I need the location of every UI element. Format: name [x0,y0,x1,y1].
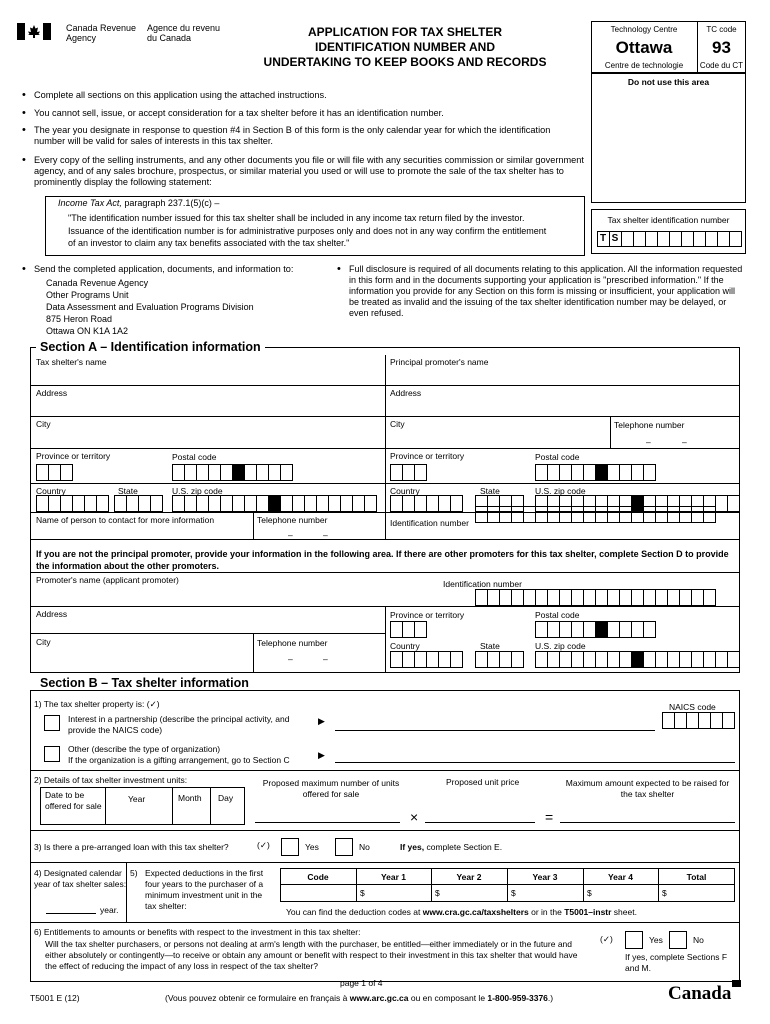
tc-code-fr: Code du CT [699,61,744,70]
form-number: T5001 E (12) [30,993,80,1003]
province-label-right: Province or territory [390,451,465,461]
q6-label: 6) Entitlements to amounts or benefits with respect to the investment in this tax shelter: [34,927,361,937]
times-sign: × [410,809,419,825]
q6-text: Will the tax shelter purchasers, or persons not dealing at arm's length with the purchaser, be entitled—either immediately or in the future and either absolutely or contingently—to receive or obtain any amount or benefit with respect to their investment in this tax shelter that would have the effect of reducing the impact of any loss in respect of the tax shelter? [45,939,578,971]
send-line5: Ottawa ON K1A 1A2 [46,326,129,336]
province-cells-left[interactable] [36,464,73,481]
dollar-sign: $ [662,888,667,898]
send-line3: Data Assessment and Evaluation Programs Division [46,302,254,312]
loan-no-label: No [359,842,370,852]
applicant-country-cells[interactable] [390,651,463,668]
address-label-right: Address [390,388,422,398]
col-year-4: Year 4 [607,872,634,882]
bullet-2: • You cannot sell, issue, or accept consideration for a tax shelter before it has an identification number. [22,108,542,119]
applicant-name-label: Promoter's name (applicant promoter) [36,575,179,585]
applicant-id-cells[interactable] [475,589,716,606]
dollar-sign: $ [435,888,440,898]
q5-label: Expected deductions in the first four years to the purchaser of a minimum investment unit in the tax shelter: [145,868,264,911]
send-line1: Canada Revenue Agency [46,278,149,288]
entitlement-yes-checkbox[interactable] [625,931,643,949]
french-version-note: (Vous pouvez obtenir ce formulaire en français à www.arc.gc.ca ou en composant le 1-800-959-3376.) [165,993,554,1003]
naics-cells[interactable] [662,712,735,729]
phone-dash: – [323,530,328,540]
telephone-label-right: Telephone number [614,420,685,430]
applicant-postal-label: Postal code [535,610,580,620]
col-year-3: Year 3 [532,872,558,882]
applicant-country-label: Country [390,641,420,651]
unit-price-label: Proposed unit price [446,777,520,787]
form-title-line3: UNDERTAKING TO KEEP BOOKS AND RECORDS [263,55,547,69]
entitlement-no-label: No [693,935,704,945]
applicant-zip-label: U.S. zip code [535,641,586,651]
zip-label-right: U.S. zip code [535,486,586,496]
q6-check-label: (✓) [600,934,613,944]
country-label-left: Country [36,486,66,496]
city-label-right: City [390,419,405,429]
naics-label: NAICS code [669,702,716,712]
postal-label-left: Postal code [172,452,217,462]
dollar-sign: $ [511,888,516,898]
postal-cells-left[interactable] [172,464,293,481]
max-units-label: Proposed maximum number of units offered for sale [262,778,400,799]
contact-phone-label: Telephone number [257,515,328,525]
bullet-1: • Complete all sections on this application using the attached instructions. [22,90,542,101]
col-code: Code [307,872,329,882]
other-organization-checkbox[interactable] [44,746,60,762]
country-label-right: Country [390,486,420,496]
province-label-left: Province or territory [36,451,111,461]
do-not-use-area [591,73,746,203]
promoter-name-field[interactable] [386,367,739,384]
shelter-name-field[interactable] [31,367,384,384]
statement-reference: Income Tax Act, paragraph 237.1(5)(c) – [58,198,220,208]
equals-sign: = [545,809,554,825]
tc-label-fr: Centre de technologie [604,61,684,70]
agency-en-line1: Canada Revenue [66,23,137,33]
country-cells-right[interactable] [390,495,463,512]
applicant-id-label: Identification number [443,579,522,589]
q3-note: If yes, complete Section E. [400,842,503,852]
disclosure-text: • Full disclosure is required of all documents relating to this application. All the information requested in this form and in the documents supporting your application is "prescribed information." If the information you provide for any Section on this form is missing or insufficient, your application will be treated as invalid and the issuing of the tax shelter identification number may be delayed, or even refused. [337,264,747,319]
state-cells-left[interactable] [114,495,163,512]
q3-label: 3) Is there a pre-arranged loan with this tax shelter? [34,842,229,852]
q1-label: 1) The tax shelter property is: (✓) [34,699,160,709]
col-year-1: Year 1 [380,872,407,882]
loan-no-checkbox[interactable] [335,838,353,856]
q5-number: 5) [130,868,138,878]
q6-note: If yes, complete Sections F and M. [625,952,728,973]
phone-dash: – [682,437,687,447]
dollar-sign: $ [587,888,592,898]
province-cells-right[interactable] [390,464,427,481]
shelter-name-label: Tax shelter's name [36,357,107,367]
loan-yes-checkbox[interactable] [281,838,299,856]
year-label: Year [128,794,146,804]
applicant-postal-cells[interactable] [535,621,656,638]
wordmark-flag-icon [732,980,741,987]
country-cells-left[interactable] [36,495,109,512]
do-not-use-label: Do not use this area [627,77,710,87]
promoter-id-label: Identification number [390,518,469,528]
agency-fr-line2: du Canada [147,33,192,43]
applicant-state-cells[interactable] [475,651,524,668]
send-intro: • Send the completed application, documents, and information to: [22,264,342,275]
state-label-left: State [118,486,138,496]
contact-label: Name of person to contact for more information [36,515,215,525]
agency-en-line2: Agency [66,33,97,43]
page-number: page 1 of 4 [340,978,383,988]
canada-wordmark: Canada [668,983,732,1004]
dollar-sign: $ [360,888,365,898]
deduction-codes-note: You can find the deduction codes at www.cra.gc.ca/taxshelters or in the T5001–instr sheet. [286,907,637,917]
applicant-address-label: Address [36,609,68,619]
arrow-icon: ▶ [318,716,325,726]
city-label-left: City [36,419,51,429]
agency-fr-line1: Agence du revenu [147,23,221,33]
date-sale-label: Date to be offered for sale [45,790,102,811]
tc-label: Technology Centre [610,25,678,34]
applicant-city-label: City [36,637,51,647]
gifting-note: If the organization is a gifting arrangement, go to Section C [68,755,290,765]
tc-code-label: TC code [706,25,737,34]
section-a-title: Section A – Identification information [36,340,265,354]
phone-dash: – [323,654,328,664]
promoter-name-label: Principal promoter's name [390,357,489,367]
day-label: Day [218,793,234,803]
promoter-id-cells[interactable] [475,506,716,523]
statement-text: "The identification number issued for this tax shelter shall be included in any income tax return filed by the investor. Issuance of the identification number is for administrative purposes only and does not in any way confirm the entitlement of an investor to claim any tax benefits associated with the tax shelter." [68,213,547,248]
other-option-label: Other (describe the type of organization) [68,744,221,754]
phone-dash: – [646,437,651,447]
tc-code-value: 93 [712,38,731,57]
col-total: Total [686,872,707,882]
bullet-3: • The year you designate in response to question #4 in Section B of this form is the only calendar year for which the identification number will be valid for sales of interests in this tax shelter. [22,125,562,147]
month-label: Month [178,793,202,803]
postal-cells-right[interactable] [535,464,656,481]
form-title-line1: APPLICATION FOR TAX SHELTER [308,25,502,39]
applicant-province-cells[interactable] [390,621,427,638]
zip-label-left: U.S. zip code [172,486,223,496]
other-promoter-note: If you are not the principal promoter, provide your information in the following area. If there are other promoters for this tax shelter, complete Section D to provide the information about the other promoters. [36,549,729,571]
phone-dash: – [288,654,293,664]
q2-label: 2) Details of tax shelter investment units: [34,775,188,785]
state-label-right: State [480,486,500,496]
q4-year-label: year. [100,905,119,915]
partnership-option-label: Interest in a partnership (describe the principal activity, and provide the NAICS code) [68,714,290,735]
send-line4: 875 Heron Road [46,314,113,324]
col-year-2: Year 2 [456,872,482,882]
loan-yes-label: Yes [305,842,319,852]
applicant-province-label: Province or territory [390,610,465,620]
zip-cells-left[interactable] [172,495,377,512]
id-number-label: Tax shelter identification number [607,215,730,225]
address-label-left: Address [36,388,68,398]
id-prefix-s: S [611,233,619,244]
canada-flag-icon [17,23,51,40]
applicant-phone-label: Telephone number [257,638,328,648]
send-line2: Other Programs Unit [46,290,129,300]
bullet-4: • Every copy of the selling instruments, and any other documents you file or will file with any securities commission or similar government agency, and of any sales brochure, prospectus, or similar material you used or will use to promote the sale of the tax shelter has to prominently display the following statement: [22,155,587,188]
entitlement-yes-label: Yes [649,935,663,945]
phone-dash: – [288,530,293,540]
tc-value: Ottawa [615,38,673,57]
applicant-zip-cells[interactable] [535,651,740,668]
form-title-line2: IDENTIFICATION NUMBER AND [315,40,495,54]
arrow-icon: ▶ [318,750,325,760]
q4-label: 4) Designated calendar year of tax shelter sales: [34,868,127,889]
entitlement-no-checkbox[interactable] [669,931,687,949]
section-b-title: Section B – Tax shelter information [36,676,253,690]
max-amount-label: Maximum amount expected to be raised for the tax shelter [565,778,730,799]
applicant-state-label: State [480,641,500,651]
postal-label-right: Postal code [535,452,580,462]
id-prefix-t: T [599,233,607,244]
partnership-checkbox[interactable] [44,715,60,731]
q3-check-label: (✓) [257,840,270,850]
